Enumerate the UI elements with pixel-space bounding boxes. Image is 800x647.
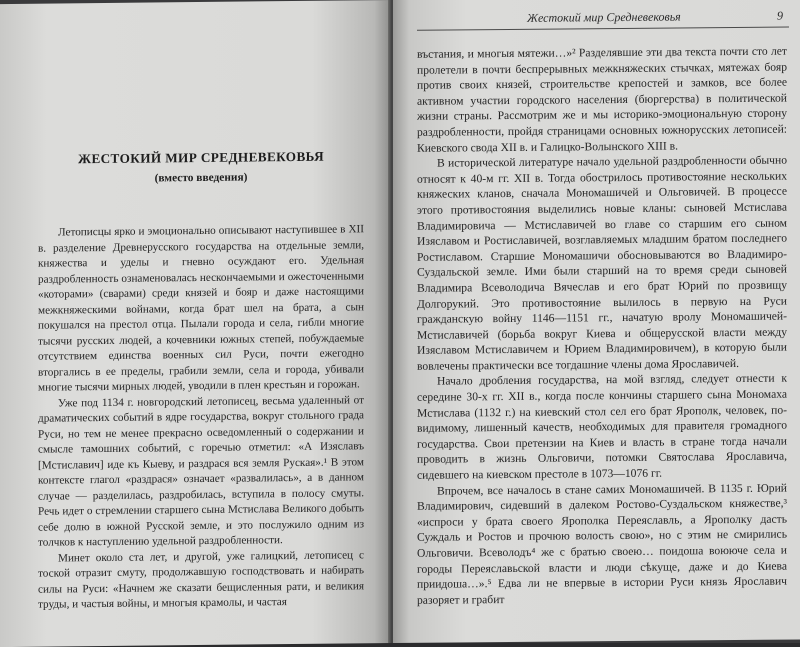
right-paragraph-1: въстания, и многыя мятежи…»² Разделявшие эти два текста почти сто лет пролетели в почти беспрерывных межкняжеских стычках, мятежах бояр против своих князей, строительстве крепостей и замков, все более активном участии городского населения (бюргерства) в политической жизни страны. Рассмотрим же и мы историко-эмоциональную сторону раздробленности, пройдя страницами основных южнорусских летописей: Киевского свода XII в. и Галицко-Волынского XIII в. [417, 44, 787, 155]
chapter-subtitle: (вместо введения) [154, 171, 248, 185]
right-page-content [417, 44, 787, 609]
right-page [393, 0, 800, 643]
left-page [0, 0, 390, 647]
left-paragraph-2: Уже под 1134 г. новгородский летописец, весьма удаленный от драматических событий в ядре государства, вокруг стольного града Руси, но тем не менее прекрасно осведомленный о содержании и смысле тамошних событий, с горечью отметил: «А Изяславъ [Мстиславич] иде къ Кыеву, и раздрася вся земля Руская».¹ В этом контексте глагол «раздрася» означает «развалилась», а в данном случае — разделилась, раздробилась, вступила в полосу смуты. Речь идет о стремлении старшего сына Мстислава Великого добыть себе долю в южной Русской земле, и это послужило одним из толчков к наступлению удельной раздробленности. [38, 393, 364, 549]
right-paragraph-3: Начало дробления государства, на мой взгляд, следует отнести к середине 30-х гг. XII в., когда после кончины старшего сына Мономаха Мстислава (1132 г.) на киевский стол сел его брат Ярополк, человек, по-видимому, лишенный качеств, необходимых для правителя громадного государства. Свои претензии на Киев и власть в стране тогда начали проводить в жизнь Ольговичи, потомки Святослава Ярославича, сидевшего на киевском престоле в 1073—1076 гг. [417, 372, 787, 482]
right-paragraph-4: Впрочем, все началось в стане самих Мономашичей. В 1135 г. Юрий Владимирович, сидевший в далеком Ростово-Суздальском княжестве,³ «испроси у брата своего Ярополка Переяславль, а Ярополку дасть Суждаль и Ростов и прочюю волость свою», но с этим не смирились Ольговичи. Всеволодъ⁴ же с братью своею… поидоша воююче села и городы Переяславьской власти и люди сѣкуще, даже и до Киева приидоша…».⁵ Едва ли не впервые в истории Руси князь Ярославич разоряет и грабит [417, 481, 787, 607]
running-head [417, 7, 789, 31]
page-number: 9 [777, 8, 783, 23]
running-head-title: Жестокий мир Средневековья [527, 9, 681, 25]
left-page-content [38, 148, 364, 613]
chapter-title: ЖЕСТОКИЙ МИР СРЕДНЕВЕКОВЬЯ [78, 148, 324, 167]
right-paragraph-2: В исторической литературе начало удельной раздробленности обычно относят к 40-м гг. XII в. Тогда обострилось противостояние нескольких княжеских кланов, сначала Мономашичей и Ольговичей. В процессе этого противостояния выделились новые кланы: сыновей Мстислава Владимировича — Мстиславичей во главе со старшим его сыном Изяславом и Ростиславичей, возглавляемых младшим братом последнего Ростиславом. Старшие Мономашичи обосновываются во Владимиро-Суздальской земле. Ими были старший на то время среди сыновей Владимира Всеволодича Вячеслав и его брат Юрий по прозвищу Долгорукий. Это противостояние вылилось в первую на Руси гражданскую войну 1146—1151 гг., начатую вролу Мономашичей-Мстиславичей (борьба вокруг Киева и общерусской власти между Изяславом Мстиславичем и Юрием Владимировичем), в которую были вовлечены практически все тогдашние члены дома Ярославичей. [417, 153, 787, 373]
left-paragraph-3: Минет около ста лет, и другой, уже галицкий, летописец с тоской отразит смуту, продолжавшую господствовать и набирать силы на Руси: «Начнем же сказати бещисленныя рати, и великия труды, и частыя войны, и многыя крамолы, и частая [38, 548, 364, 611]
left-paragraph-1: Летописцы ярко и эмоционально описывают наступившее в XII в. разделение Древнерусского государства на отдельные земли, княжества и уделы и гневно осуждают его. Удельная раздробленность ознаменовалась нескончаемыми и ожесточенными «которами» (сварами) среди князей и бояр и даже настоящими межкняжескими войнами, когда брат шел на брата, а сын покушался на престол отца. Пылали города и села, гибли многие тысячи русских людей, а кочевники южных степей, побуждаемые отсутствием единства военных сил Руси, почти ежегодно вторгались в ее пределы, грабили земли, села и города, убивали многие тысячи мирных людей, уводили в плен крестьян и горожан. [38, 223, 364, 394]
